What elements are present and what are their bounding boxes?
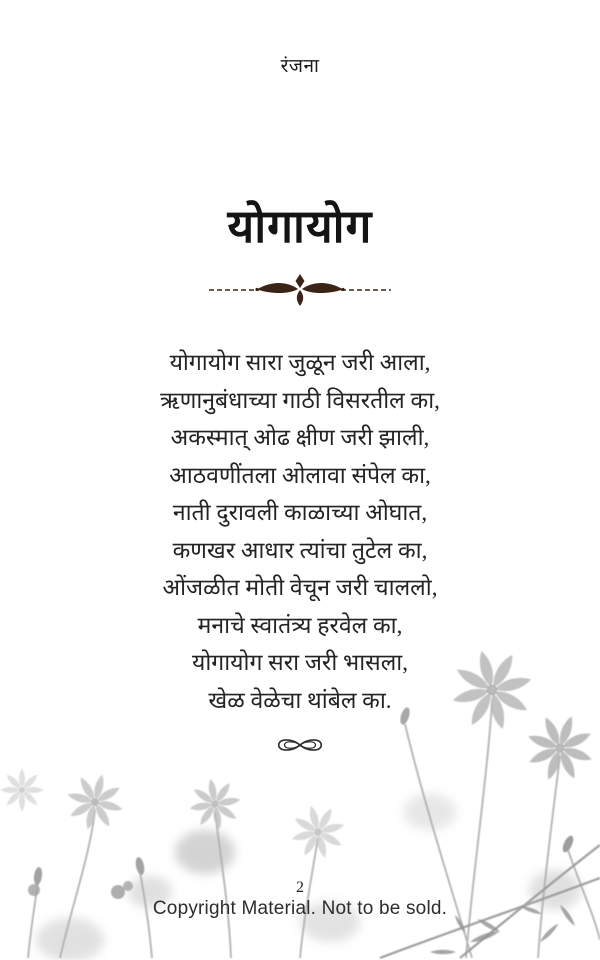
poem-line: योगायोग सरा जरी भासला, (191, 650, 409, 675)
poem-line: खेळ वेळेचा थांबेल का. (208, 687, 392, 713)
running-header: रंजना (280, 56, 320, 77)
double-infinity-icon (271, 731, 329, 759)
copyright-notice: Copyright Material. Not to be sold. (152, 898, 448, 919)
end-ornament (0, 731, 600, 759)
flourish-icon (205, 270, 395, 308)
poem-line: योगायोग सारा जुळून जरी आला, (169, 350, 431, 375)
poem-line: अकस्मात् ओढ क्षीण जरी झाली, (170, 425, 430, 450)
poem-line: मनाचे स्वातंत्र्य हरवेल का, (197, 612, 403, 638)
poem-line: ऋणानुबंधाच्या गाठी विसरतील का, (160, 387, 440, 413)
page-number: 2 (296, 879, 304, 896)
poem-line: आठवणींतला ओलावा संपेल का, (169, 462, 431, 488)
poem-line: नाती दुरावली काळाच्या ओघात, (172, 500, 428, 525)
title-flourish-ornament (0, 270, 600, 308)
poem-line: ओंजळीत मोती वेचून जरी चाललो, (162, 575, 438, 600)
poem-title: योगायोग (227, 201, 373, 252)
poem-body (0, 344, 600, 719)
poem-line: कणखर आधार त्यांचा तुटेल का, (172, 537, 428, 563)
